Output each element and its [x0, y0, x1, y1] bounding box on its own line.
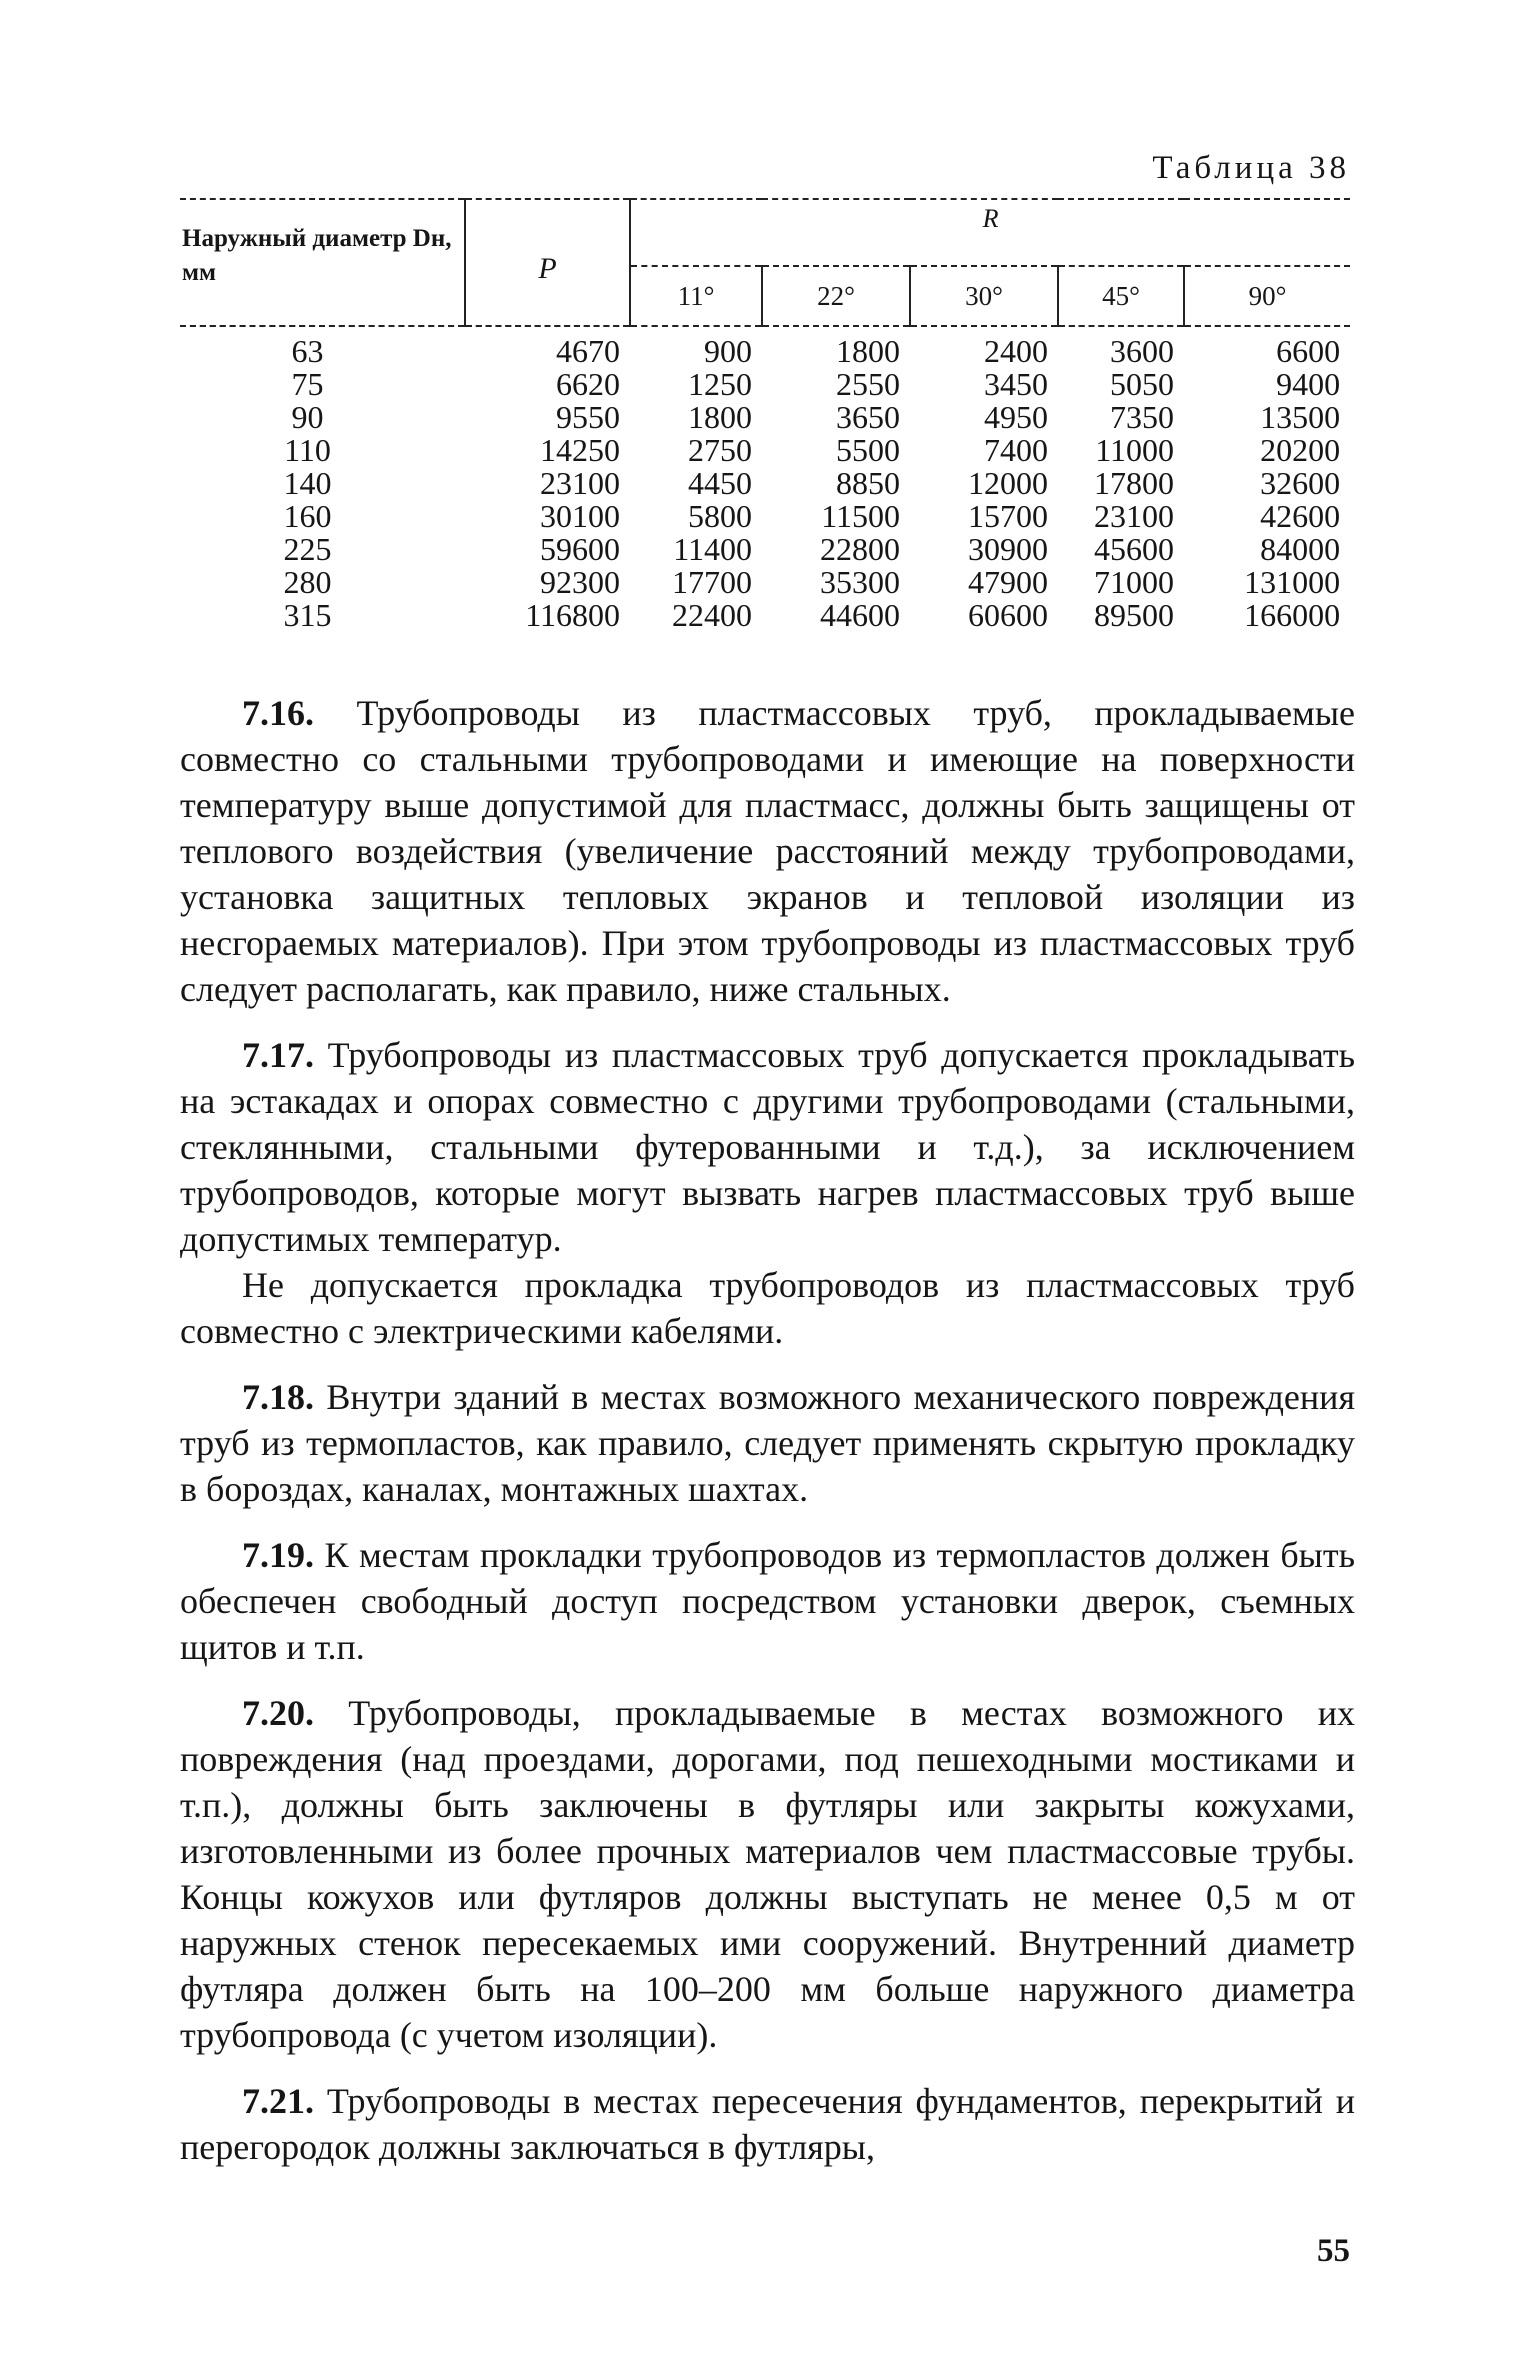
paragraph	[180, 1374, 1355, 1512]
table-row	[180, 467, 1350, 500]
table-cell: 225	[283, 531, 332, 567]
table-row	[180, 434, 1350, 467]
table-cell: 7350	[1110, 399, 1174, 435]
header-angle-90: 90°	[1184, 266, 1350, 326]
table-row	[180, 533, 1350, 566]
header-r: R	[630, 199, 1350, 266]
paragraph-text: Трубопроводы из пластмассовых труб, прокладываемые совместно со стальными трубопроводами и имеющие на поверхности температуру выше допустимой для пластмасс, должны быть защищены от теплового воздействия (увеличение расстояний между трубопроводами, установка защитных тепловых экранов и тепловой изоляции из несгораемых материалов). При этом трубопроводы из пластмассовых труб следует располагать, как правило, ниже стальных.	[180, 693, 1356, 1009]
table-cell: 11500	[821, 498, 900, 534]
paragraph	[180, 2078, 1355, 2170]
paragraph	[180, 1032, 1355, 1262]
header-angle-45: 45°	[1058, 266, 1184, 326]
paragraph-text: Трубопроводы в местах пересечения фундаментов, перекрытий и перегородок должны заключаться в футляры,	[180, 2081, 1356, 2167]
paragraph	[180, 1690, 1355, 2058]
table-cell: 6620	[556, 366, 620, 402]
table-row	[180, 401, 1350, 434]
table-cell: 30100	[540, 498, 620, 534]
table-row	[180, 599, 1350, 632]
table-cell: 32600	[1260, 465, 1341, 501]
table-cell: 11000	[1095, 432, 1174, 468]
table-cell: 11400	[673, 531, 752, 567]
paragraph	[180, 690, 1355, 1012]
table-cell: 17800	[1094, 465, 1174, 501]
paragraph-text: Трубопроводы из пластмассовых труб допускается прокладывать на эстакадах и опорах совместно с другими трубопроводами (стальными, стеклянными, стальными футерованными и т.д.), за исключением трубопроводов, которые могут вызвать нагрев пластмассовых труб выше допустимых температур.	[180, 1035, 1355, 1259]
paragraph-number: 7.20.	[242, 1693, 314, 1733]
table-cell: 5050	[1110, 366, 1174, 402]
table-cell: 59600	[540, 531, 620, 567]
table-cell: 89500	[1094, 597, 1174, 633]
header-angle-11: 11°	[630, 266, 762, 326]
table-cell: 1800	[836, 333, 900, 369]
paragraph-number: 7.17.	[242, 1035, 314, 1075]
table-cell: 5800	[688, 498, 752, 534]
table-row	[180, 566, 1350, 599]
data-table	[180, 198, 1350, 632]
table-cell: 160	[283, 498, 332, 534]
table-cell: 2550	[836, 366, 900, 402]
table-cell: 15700	[968, 498, 1048, 534]
table-cell: 166000	[1244, 597, 1341, 633]
table-cell: 47900	[968, 564, 1048, 600]
table-cell: 3450	[984, 366, 1048, 402]
table-cell: 17700	[672, 564, 752, 600]
table-cell: 60600	[968, 597, 1048, 633]
table-cell: 42600	[1260, 498, 1341, 534]
table-cell: 2750	[688, 432, 752, 468]
table-cell: 280	[283, 564, 332, 600]
table-cell: 22400	[672, 597, 752, 633]
table-cell: 131000	[1244, 564, 1341, 600]
table-row	[180, 368, 1350, 401]
table-cell: 1250	[688, 366, 752, 402]
table-cell: 116800	[525, 597, 620, 633]
table-cell: 23100	[1094, 498, 1174, 534]
table-cell: 9400	[1276, 366, 1341, 402]
table-row	[180, 500, 1350, 533]
paragraph-text: Трубопроводы, прокладываемые в местах возможного их повреждения (над проездами, дорогами, под пешеходными мостиками и т.п.), должны быть заключены в футляры или закрыты кожухами, изготовленными из более прочных материалов чем пластмассовые трубы. Концы кожухов или футляров должны выступать не менее 0,5 м от наружных стенок пересекаемых ими сооружений. Внутренний диаметр футляра должен быть на 100–200 мм больше наружного диаметра трубопровода (с учетом изоляции).	[180, 1693, 1355, 2055]
header-angle-22: 22°	[762, 266, 910, 326]
table-cell: 4670	[556, 333, 620, 369]
table-cell: 35300	[820, 564, 900, 600]
table-cell: 900	[704, 333, 752, 369]
header-diameter: Наружный диаметр Dн, мм	[180, 199, 465, 326]
header-angle-30: 30°	[910, 266, 1058, 326]
table-cell: 71000	[1094, 564, 1174, 600]
table-cell: 92300	[540, 564, 620, 600]
paragraph-text: Внутри зданий в местах возможного механического повреждения труб из термопластов, как правило, следует применять скрытую прокладку в бороздах, каналах, монтажных шахтах.	[180, 1377, 1356, 1509]
table-row	[180, 326, 1350, 368]
body-text	[180, 690, 1355, 2170]
table-cell: 8850	[836, 465, 900, 501]
table-cell: 315	[283, 597, 332, 633]
table-caption: Таблица 38	[1152, 150, 1350, 186]
table-cell: 13500	[1260, 399, 1341, 435]
table-cell: 140	[283, 465, 332, 501]
table-cell: 3600	[1110, 333, 1174, 369]
table-cell: 9550	[556, 399, 620, 435]
paragraph-text: Не допускается прокладка трубопроводов из пластмассовых труб совместно с электрическими кабелями.	[180, 1265, 1355, 1351]
page-number: 55	[1317, 2233, 1350, 2269]
table-cell: 84000	[1260, 531, 1341, 567]
table-cell: 2400	[984, 333, 1048, 369]
paragraph-number: 7.21.	[242, 2081, 314, 2121]
paragraph	[180, 1262, 1355, 1354]
paragraph-text: К местам прокладки трубопроводов из термопластов должен быть обеспечен свободный доступ посредством установки дверок, съемных щитов и т.п.	[180, 1535, 1355, 1667]
paragraph-number: 7.19.	[242, 1535, 314, 1575]
table-cell: 75	[291, 366, 324, 402]
table-cell: 6600	[1276, 333, 1341, 369]
table-cell: 12000	[968, 465, 1048, 501]
table-cell: 3650	[836, 399, 900, 435]
table-cell: 44600	[820, 597, 900, 633]
paragraph-number: 7.18.	[242, 1377, 314, 1417]
table-cell: 20200	[1260, 432, 1341, 468]
header-p: P	[465, 199, 630, 326]
table-cell: 30900	[968, 531, 1048, 567]
table-cell: 45600	[1094, 531, 1174, 567]
table-cell: 1800	[688, 399, 752, 435]
table-body	[180, 326, 1350, 632]
table-cell: 5500	[836, 432, 900, 468]
table-cell: 14250	[540, 432, 620, 468]
table-cell: 63	[291, 333, 324, 369]
table-cell: 23100	[540, 465, 620, 501]
table-cell: 4450	[688, 465, 752, 501]
table-cell: 90	[291, 399, 324, 435]
table-cell: 110	[284, 432, 331, 468]
table-cell: 22800	[820, 531, 900, 567]
table-cell: 4950	[984, 399, 1048, 435]
table-cell: 7400	[984, 432, 1048, 468]
paragraph-number: 7.16.	[242, 693, 314, 733]
paragraph	[180, 1532, 1355, 1670]
